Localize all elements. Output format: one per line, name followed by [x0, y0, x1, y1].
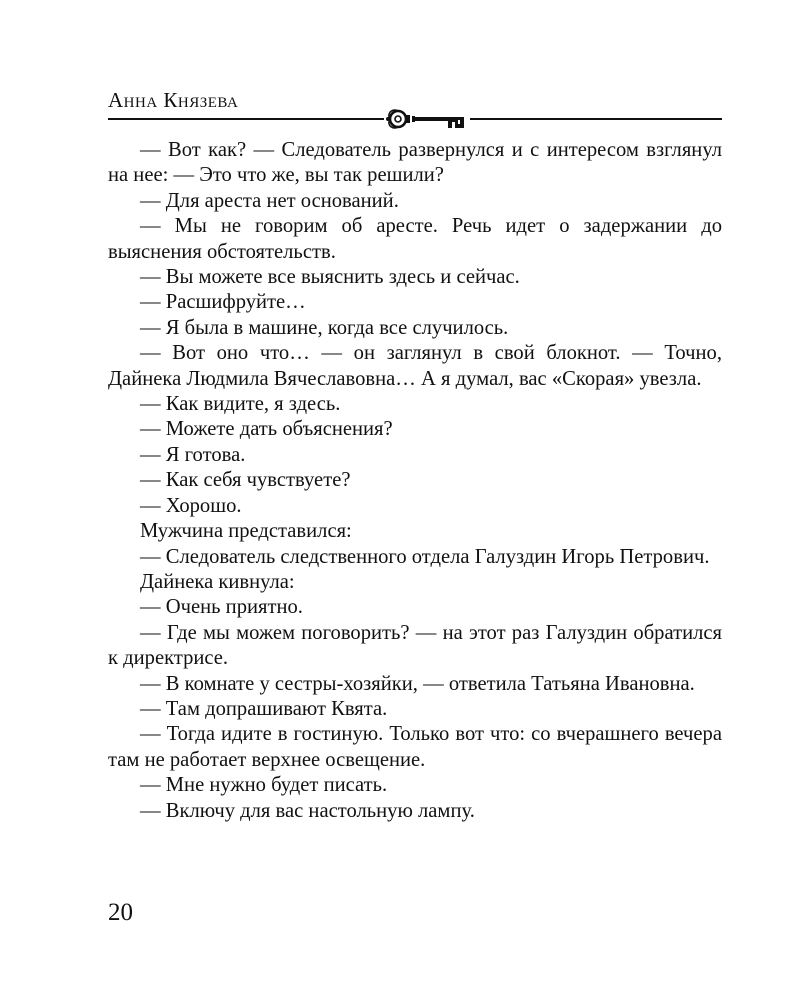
paragraph: Дайнека кивнула:	[140, 570, 295, 593]
paragraph: — Я была в машине, когда все случилось.	[140, 316, 509, 339]
paragraph: — В комнате у сестры-хозяйки, — ответила Татьяна Ивановна.	[140, 672, 695, 695]
paragraph: — Хорошо.	[140, 494, 242, 517]
paragraph: — Где мы можем поговорить? — на этот раз Галуздин обратился к директрисе.	[108, 621, 722, 670]
paragraph: — Вот как? — Следователь развернулся и с интересом взглянул на нее: — Это что же, вы так решили?	[108, 139, 722, 187]
paragraph: Мужчина представился:	[140, 520, 352, 543]
paragraph: — Следователь следственного отдела Галуздин Игорь Петрович.	[140, 545, 710, 568]
paragraph: — Расшифруйте…	[140, 291, 306, 314]
running-head-author: Анна Князева	[108, 88, 239, 112]
key-icon	[384, 106, 470, 132]
body-text	[108, 138, 722, 824]
paragraph: — Для ареста нет оснований.	[140, 189, 399, 212]
page-number: 20	[108, 899, 133, 926]
paragraph: — Я готова.	[140, 443, 246, 466]
paragraph: — Как видите, я здесь.	[140, 393, 341, 416]
paragraph: — Вот оно что… — он заглянул в свой блокнот. — Точно, Дайнека Людмила Вячеславовна… А я думал, вас «Скорая» увезла.	[108, 342, 722, 390]
paragraph: — Мы не говорим об аресте. Речь идет о задержании до выяснения обстоятельств.	[108, 215, 722, 263]
paragraph: — Включу для вас настольную лампу.	[140, 799, 475, 822]
paragraph: — Тогда идите в гостиную. Только вот что: со вчерашнего вечера там не работает верхнее освещение.	[108, 723, 722, 771]
paragraph: — Очень приятно.	[140, 596, 303, 619]
running-header	[108, 88, 722, 132]
paragraph: — Вы можете все выяснить здесь и сейчас.	[140, 266, 520, 289]
paragraph: — Там допрашивают Квята.	[140, 697, 388, 720]
paragraph: — Можете дать объяснения?	[140, 418, 393, 441]
paragraph: — Мне нужно будет писать.	[140, 774, 388, 797]
paragraph: — Как себя чувствуете?	[140, 469, 351, 492]
